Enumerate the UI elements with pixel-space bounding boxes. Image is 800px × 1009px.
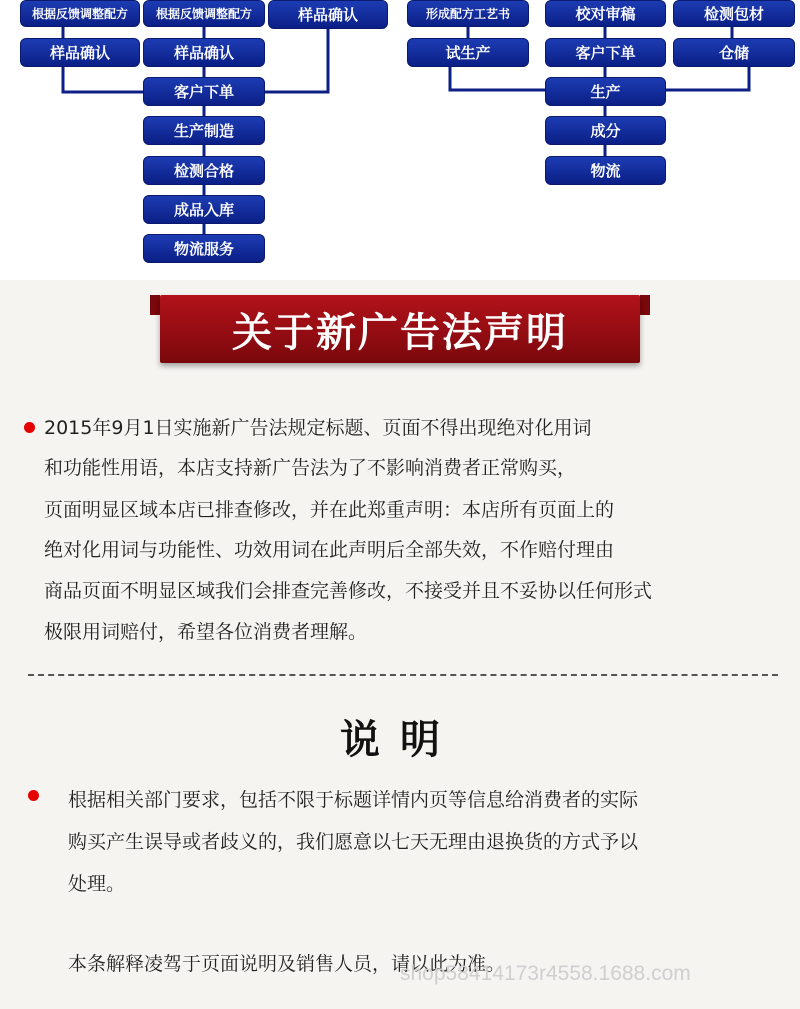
flow2-order-box: 客户下单 <box>545 38 666 67</box>
bullet-dot-declaration <box>24 422 35 433</box>
packaging-inspect-box: 检测包材 <box>673 0 795 27</box>
notice-title: 说明 <box>340 717 460 763</box>
notice-line-3: 处理。 <box>68 873 126 895</box>
declaration-line-3: 页面明显区域本店已排查修改，并在此郑重声明：本店所有页面上的 <box>44 499 615 521</box>
sample-confirm-box-left: 样品确认 <box>20 38 140 67</box>
flow2-logistics-box: 物流 <box>545 156 666 185</box>
declaration-line-5: 商品页面不明显区域我们会排查完善修改，不接受并且不妥协以任何形式 <box>44 580 653 602</box>
trial-production-box: 试生产 <box>407 38 529 67</box>
proofread-box: 校对审稿 <box>545 0 666 27</box>
flow2-produce-box: 生产 <box>545 77 666 106</box>
flow1-step-logistics: 物流服务 <box>143 234 265 263</box>
sample-confirm-box-right: 样品确认 <box>268 0 388 29</box>
notice-final-line: 本条解释凌驾于页面说明及销售人员，请以此为准。 <box>68 953 506 975</box>
flow1-step-order: 客户下单 <box>143 77 265 106</box>
adjust-formula-box-left: 根据反馈调整配方 <box>20 0 140 27</box>
flow1-step-manufacture: 生产制造 <box>143 116 265 145</box>
notice-line-2: 购买产生误导或者歧义的，我们愿意以七天无理由退换货的方式予以 <box>68 831 639 853</box>
notice-line-1: 根据相关部门要求，包括不限于标题详情内页等信息给消费者的实际 <box>68 789 639 811</box>
shop-watermark: shop58414173r4558.1688.com <box>400 962 691 985</box>
storage-box: 仓储 <box>673 38 795 67</box>
declaration-line-2: 和功能性用语，本店支持新广告法为了不影响消费者正常购买， <box>44 457 577 479</box>
banner-wing-left <box>150 295 160 315</box>
declaration-line-1: 2015年9月1日实施新广告法规定标题、页面不得出现绝对化用词 <box>44 417 592 439</box>
dashed-divider <box>28 674 778 676</box>
adjust-formula-box-center: 根据反馈调整配方 <box>143 0 265 27</box>
flow1-step-warehouse: 成品入库 <box>143 195 265 224</box>
declaration-line-4: 绝对化用词与功能性、功效用词在此声明后全部失效，不作赔付理由 <box>44 539 615 561</box>
sample-confirm-box-center: 样品确认 <box>143 38 265 67</box>
banner-wing-right <box>640 295 650 315</box>
flow2-fill-box: 成分 <box>545 116 666 145</box>
flow1-step-inspection: 检测合格 <box>143 156 265 185</box>
formula-process-box: 形成配方工艺书 <box>407 0 529 27</box>
bullet-dot-notice <box>28 790 39 801</box>
process-diagram-area <box>0 0 800 280</box>
ad-law-banner: 关于新广告法声明 <box>160 295 640 363</box>
declaration-line-6: 极限用词赔付，希望各位消费者理解。 <box>44 621 368 643</box>
